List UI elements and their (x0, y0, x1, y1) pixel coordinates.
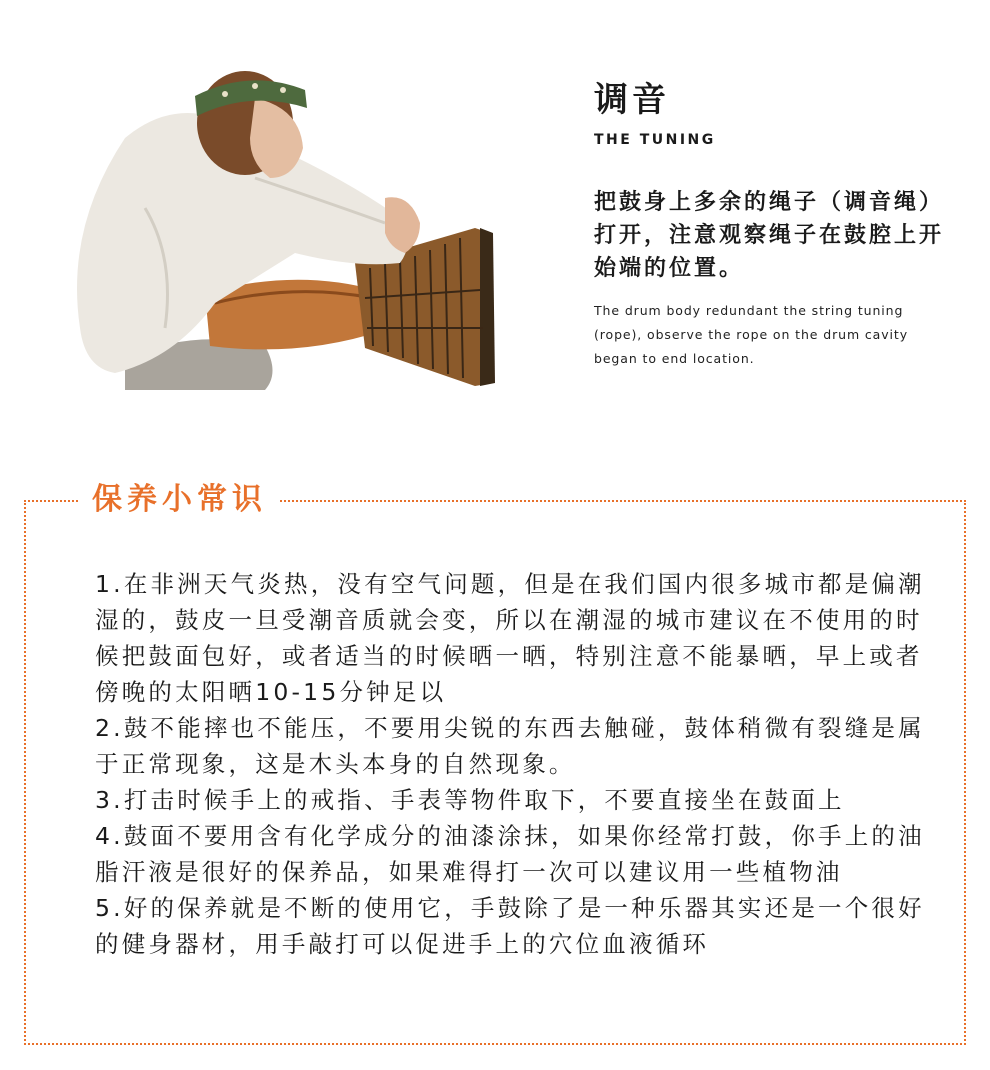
tuning-description-cn: 把鼓身上多余的绳子（调音绳）打开，注意观察绳子在鼓腔上开始端的位置。 (594, 190, 945, 281)
tuning-description-en: The drum body redundant the string tuning (rope), observe the rope on the drum cavity began to end location. (594, 303, 908, 366)
care-tip-2: 2.鼓不能摔也不能压，不要用尖锐的东西去触碰，鼓体稍微有裂缝是属于正常现象，这是木头本身的自然现象。 (95, 714, 925, 778)
care-tips-list (95, 566, 930, 962)
care-tip-5: 5.好的保养就是不断的使用它，手鼓除了是一种乐器其实还是一个很好的健身器材，用手敲打可以促进手上的穴位血液循环 (95, 894, 925, 958)
tuning-section (594, 80, 954, 371)
care-tip-1: 1.在非洲天气炎热，没有空气问题，但是在我们国内很多城市都是偏潮湿的，鼓皮一旦受潮音质就会变，所以在潮湿的城市建议在不使用的时候把鼓面包好，或者适当的时候晒一晒，特别注意不能暴晒，早上或者傍晚的太阳晒10-15分钟足以 (95, 570, 925, 706)
drum-tuning-photo (55, 28, 500, 390)
tuning-subtitle: THE TUNING (594, 132, 716, 148)
care-tip-4: 4.鼓面不要用含有化学成分的油漆涂抹，如果你经常打鼓，你手上的油脂汗液是很好的保养品，如果难得打一次可以建议用一些植物油 (95, 822, 925, 886)
tuning-title: 调音 (594, 80, 670, 120)
care-tip-3: 3.打击时候手上的戒指、手表等物件取下，不要直接坐在鼓面上 (95, 786, 845, 814)
care-tips-title: 保养小常识 (80, 478, 279, 522)
